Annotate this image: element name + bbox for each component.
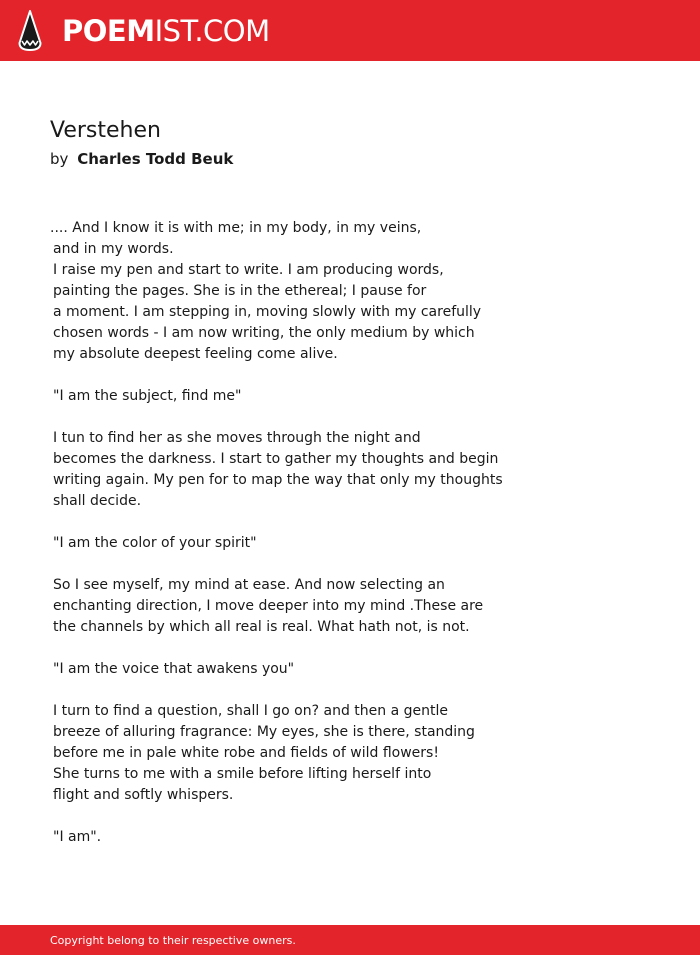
poem-line: writing again. My pen for to map the way that only my thoughts xyxy=(53,472,503,488)
stanza-break xyxy=(50,365,650,386)
poem-line: breeze of alluring fragrance: My eyes, she is there, standing xyxy=(53,724,475,740)
stanza-break xyxy=(50,407,650,428)
poem-line: before me in pale white robe and fields of wild flowers! xyxy=(53,745,439,761)
poem-line: flight and softly whispers. xyxy=(53,787,234,803)
poem-line: I turn to find a question, shall I go on? and then a gentle xyxy=(53,703,448,719)
poem-line: "I am the voice that awakens you" xyxy=(53,661,295,677)
poem-line: becomes the darkness. I start to gather my thoughts and begin xyxy=(53,451,499,467)
poem-line: enchanting direction, I move deeper into my mind .These are xyxy=(53,598,484,614)
poem-line: a moment. I am stepping in, moving slowly with my carefully xyxy=(53,304,482,320)
poem-line: "I am". xyxy=(53,829,102,845)
site-header xyxy=(0,0,700,61)
stanza-break xyxy=(50,638,650,659)
poem-line: shall decide. xyxy=(53,493,142,509)
logo-text-light: IST.COM xyxy=(154,14,270,48)
poem-line: the channels by which all real is real. What hath not, is not. xyxy=(53,619,470,635)
stanza-break xyxy=(50,512,650,533)
poem-line: "I am the color of your spirit" xyxy=(53,535,257,551)
pencil-tip-icon xyxy=(18,10,42,52)
by-label: by xyxy=(50,150,69,168)
poem-line: my absolute deepest feeling come alive. xyxy=(53,346,338,362)
stanza-break xyxy=(50,554,650,575)
poem-byline xyxy=(50,149,233,169)
poem-line: I tun to find her as she moves through the night and xyxy=(53,430,421,446)
author-name[interactable]: Charles Todd Beuk xyxy=(77,150,234,168)
copyright-text: Copyright belong to their respective owners. xyxy=(50,934,296,947)
poem-line: chosen words - I am now writing, the only medium by which xyxy=(53,325,475,341)
poem-line: She turns to me with a smile before lifting herself into xyxy=(53,766,432,782)
site-footer xyxy=(0,925,700,955)
poem-line: and in my words. xyxy=(53,241,174,257)
poem-line: I raise my pen and start to write. I am producing words, xyxy=(53,262,444,278)
poem-body xyxy=(50,218,650,848)
poem-line: "I am the subject, find me" xyxy=(53,388,242,404)
stanza-break xyxy=(50,680,650,701)
logo-text-bold: POEM xyxy=(62,14,155,48)
site-logo-text xyxy=(62,10,270,52)
site-logo[interactable] xyxy=(18,10,270,52)
stanza-break xyxy=(50,806,650,827)
poem-line: .... And I know it is with me; in my body, in my veins, xyxy=(50,220,422,236)
poem-line: painting the pages. She is in the ethereal; I pause for xyxy=(53,283,427,299)
poem-line: So I see myself, my mind at ease. And now selecting an xyxy=(53,577,445,593)
poem-title: Verstehen xyxy=(50,118,161,143)
